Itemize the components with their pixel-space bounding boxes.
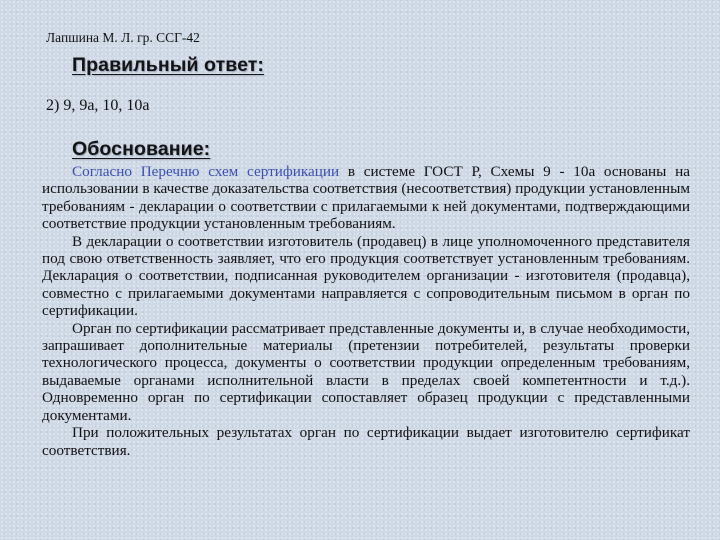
author-label: Лапшина М. Л. гр. ССГ-42 (46, 30, 200, 45)
paragraph-2: В декларации о соответствии изготовитель (продавец) в лице уполномоченного представителя под свою ответственность заявляет, что его продукция соответствует установленным требованиям. Декларация о соответствии, подписанная руководителем организации - изготовителя (продавца), совместно с прилагаемыми документами направляется с сопроводительным письмом в орган по сертификации. (42, 232, 690, 320)
answer-heading: Правильный ответ: (72, 54, 264, 76)
paragraph-3: Орган по сертификации рассматривает представленные документы и, в случае необходимости, запрашивает дополнительные материалы (претензии потребителей, результаты проверки технологического процесса, документы о соответствии продукции определенным требованиям, выдаваемые органами исполнительной власти в пределах своей компетентности и т.д.). Одновременно орган по сертификации сопоставляет образец продукции с представленными документами. (42, 319, 690, 424)
paragraph-4: При положительных результатах орган по сертификации выдает изготовителю сертификат соответствия. (42, 424, 690, 459)
justification-heading: Обоснование: (72, 138, 211, 160)
justification-body (42, 163, 690, 459)
certification-schemes-link[interactable]: Согласно Перечню схем сертификации (72, 163, 340, 180)
paragraph-1-text: в системе ГОСТ Р, Схемы 9 - 10а основаны на использовании в качестве доказательства соответствия (несоответствия) продукции установленным требованиям - декларации о соответствии с прилагаемыми к ней документами, подтверждающими соответствие продукции установленным требованиям. (42, 163, 690, 233)
paragraph-1 (42, 163, 690, 233)
answer-text: 2) 9, 9а, 10, 10а (46, 97, 150, 114)
